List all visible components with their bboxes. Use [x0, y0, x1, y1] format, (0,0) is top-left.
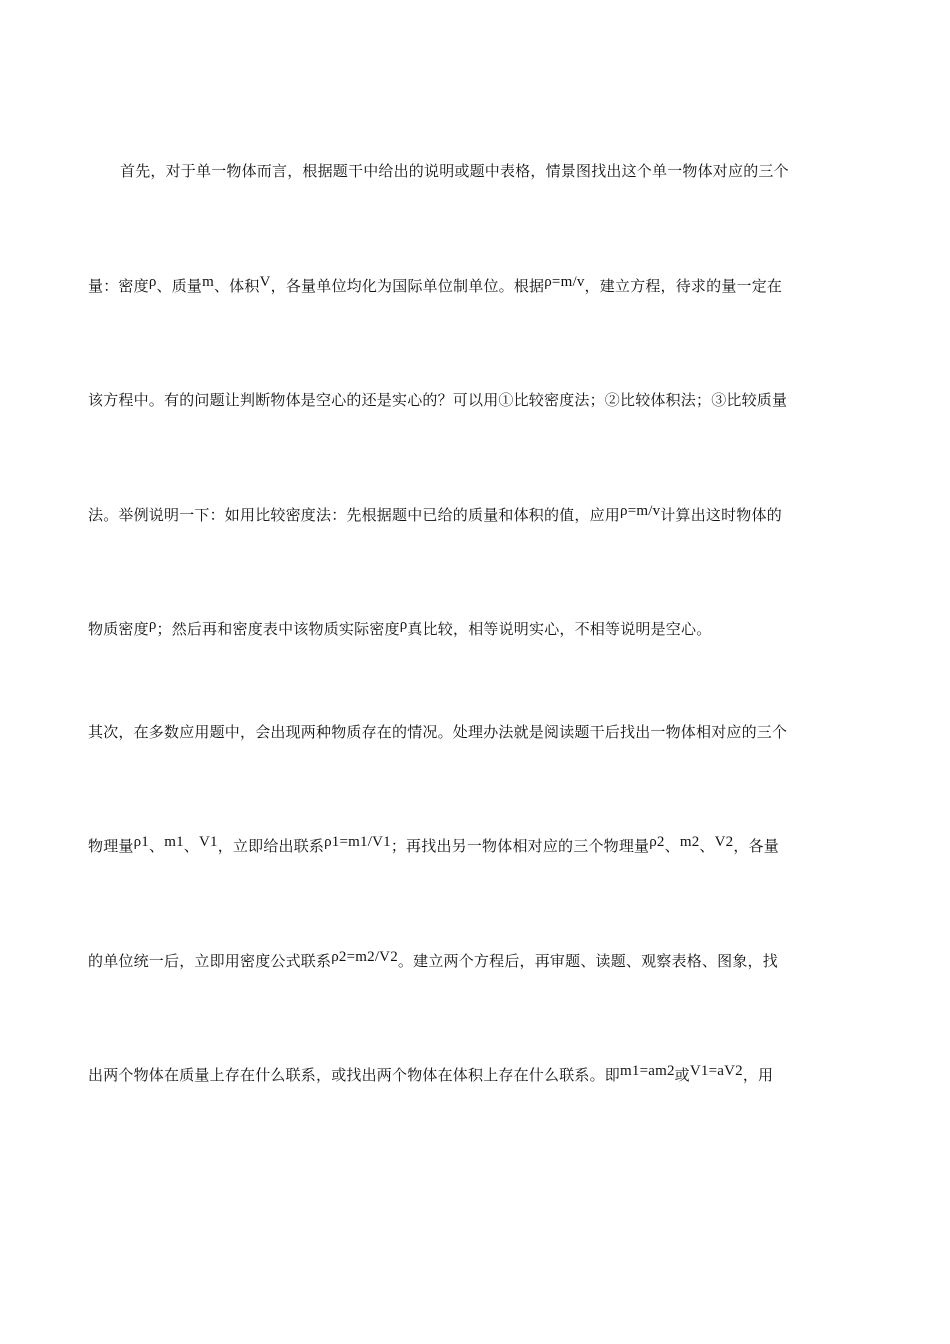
- line-text: 。建立两个方程后，再审题、读题、观察表格、图象，找: [397, 952, 778, 970]
- line-text: 、体积: [213, 277, 260, 295]
- math-symbol: ρ: [148, 617, 157, 633]
- text-line: [88, 1065, 868, 1086]
- line-text: 、质量: [156, 277, 203, 295]
- text-line: [88, 836, 868, 857]
- math-symbol: ρ: [399, 617, 408, 633]
- line-text: ；再找出另一物体相对应的三个物理量: [390, 837, 650, 855]
- text-line: [88, 276, 868, 297]
- line-text: 其次，在多数应用题中，会出现两种物质存在的情况。处理办法就是阅读题干后找出一物体相对应的三个: [88, 723, 788, 741]
- line-text: ，各量: [733, 837, 779, 855]
- formula: ρ=m/v: [544, 274, 585, 290]
- text-line: [88, 951, 868, 972]
- line-text: ，用: [742, 1066, 774, 1084]
- line-text: 量：密度: [88, 277, 149, 295]
- math-symbol: m1: [164, 834, 184, 850]
- line-text: 、: [183, 837, 199, 855]
- text-line: [88, 619, 868, 640]
- math-symbol: m2: [679, 834, 700, 850]
- formula: m1=am2: [620, 1063, 675, 1079]
- math-symbol: m: [202, 274, 214, 290]
- formula: ρ=m/v: [620, 503, 661, 519]
- line-text: ，各量单位均化为国际单位制单位。根据: [270, 277, 545, 295]
- line-text: 物理量: [88, 837, 134, 855]
- formula: V1=aV2: [689, 1063, 743, 1079]
- line-text: 真比较，相等说明实心，不相等说明是空心。: [407, 620, 712, 638]
- text-line: [88, 722, 868, 742]
- line-text: ；然后再和密度表中该物质实际密度: [156, 620, 400, 638]
- line-text: 或: [674, 1066, 690, 1084]
- text-line: [88, 390, 868, 410]
- line-text: 、: [699, 837, 715, 855]
- math-symbol: ρ2: [649, 834, 665, 850]
- math-symbol: V2: [714, 834, 734, 850]
- formula: ρ1=m1/V1: [324, 834, 391, 850]
- line-text: 该方程中。有的问题让判断物体是空心的还是实心的？可以用①比较密度法；②比较体积法；③比较质量: [88, 391, 788, 409]
- math-symbol: ρ1: [133, 834, 149, 850]
- line-text: 首先，对于单一物体而言，根据题干中给出的说明或题中表格，情景图找出这个单一物体对应的三个: [120, 162, 789, 180]
- math-symbol: V: [259, 274, 271, 290]
- line-text: 计算出这时物体的: [660, 506, 782, 524]
- formula: ρ2=m2/V2: [331, 949, 398, 965]
- line-text: 、: [664, 837, 680, 855]
- line-text: 、: [149, 837, 165, 855]
- line-text: 物质密度: [88, 620, 149, 638]
- text-line: [120, 161, 900, 181]
- line-text: 法。举例说明一下：如用比较密度法：先根据题中已给的质量和体积的值，应用: [88, 506, 621, 524]
- math-symbol: V1: [198, 834, 218, 850]
- line-text: ，建立方程，待求的量一定在: [584, 277, 783, 295]
- line-text: 的单位统一后，立即用密度公式联系: [88, 952, 332, 970]
- line-text: 出两个物体在质量上存在什么联系，或找出两个物体在体积上存在什么联系。即: [88, 1066, 621, 1084]
- text-line: [88, 505, 868, 526]
- math-symbol: ρ: [148, 274, 157, 290]
- line-text: ，立即给出联系: [217, 837, 325, 855]
